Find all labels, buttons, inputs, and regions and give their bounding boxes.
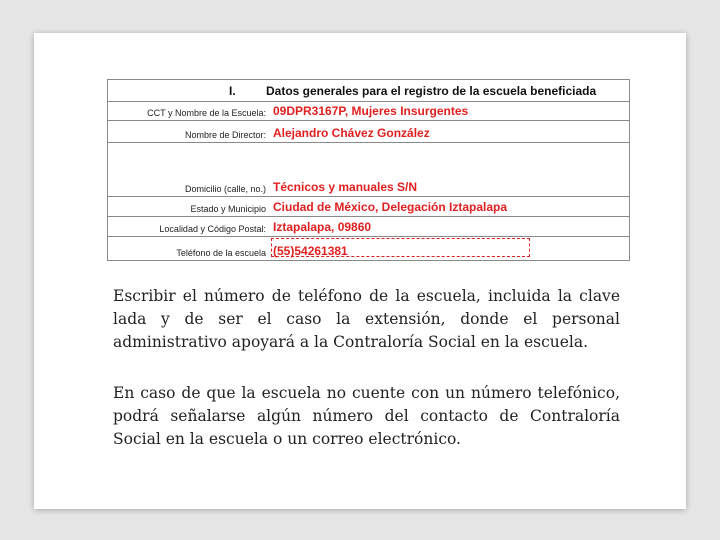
phone-highlight-box (271, 238, 530, 257)
instruction-paragraph-2: En caso de que la escuela no cuente con un número telefónico, podrá señalarse algún número del contacto de Contraloría Social en la escuela o un correo electrónico. (113, 384, 620, 448)
field-value: (55)54261381 (273, 244, 348, 258)
field-value: Iztapalapa, 09860 (273, 220, 372, 234)
field-label: Nombre de Director: (184, 130, 266, 140)
form-row-address (108, 143, 629, 197)
form-row-locality (108, 217, 629, 237)
form-row-school (108, 102, 629, 121)
field-label: Teléfono de la escuela (176, 248, 266, 258)
section-number: I. (229, 84, 236, 98)
section-title: Datos generales para el registro de la escuela beneficiada (266, 84, 597, 98)
field-value: Ciudad de México, Delegación Iztapalapa (273, 200, 508, 214)
field-label: Localidad y Código Postal: (159, 224, 266, 234)
form-header (108, 80, 629, 102)
field-value: Técnicos y manuales S/N (273, 180, 418, 194)
form-row-phone (108, 237, 629, 260)
field-label: Estado y Municipio (190, 204, 266, 214)
form-row-state (108, 197, 629, 217)
school-registration-form (107, 79, 630, 261)
field-value: Alejandro Chávez González (273, 126, 430, 140)
field-label: Domicilio (calle, no.) (184, 184, 266, 194)
instruction-paragraph-1: Escribir el número de teléfono de la escuela, incluida la clave lada y de ser el caso la extensión, donde el personal administrativo apoyará a la Contraloría Social en la escuela. (113, 287, 620, 351)
form-row-director (108, 121, 629, 143)
field-label: CCT y Nombre de la Escuela: (147, 108, 266, 118)
field-value: 09DPR3167P, Mujeres Insurgentes (273, 104, 469, 118)
